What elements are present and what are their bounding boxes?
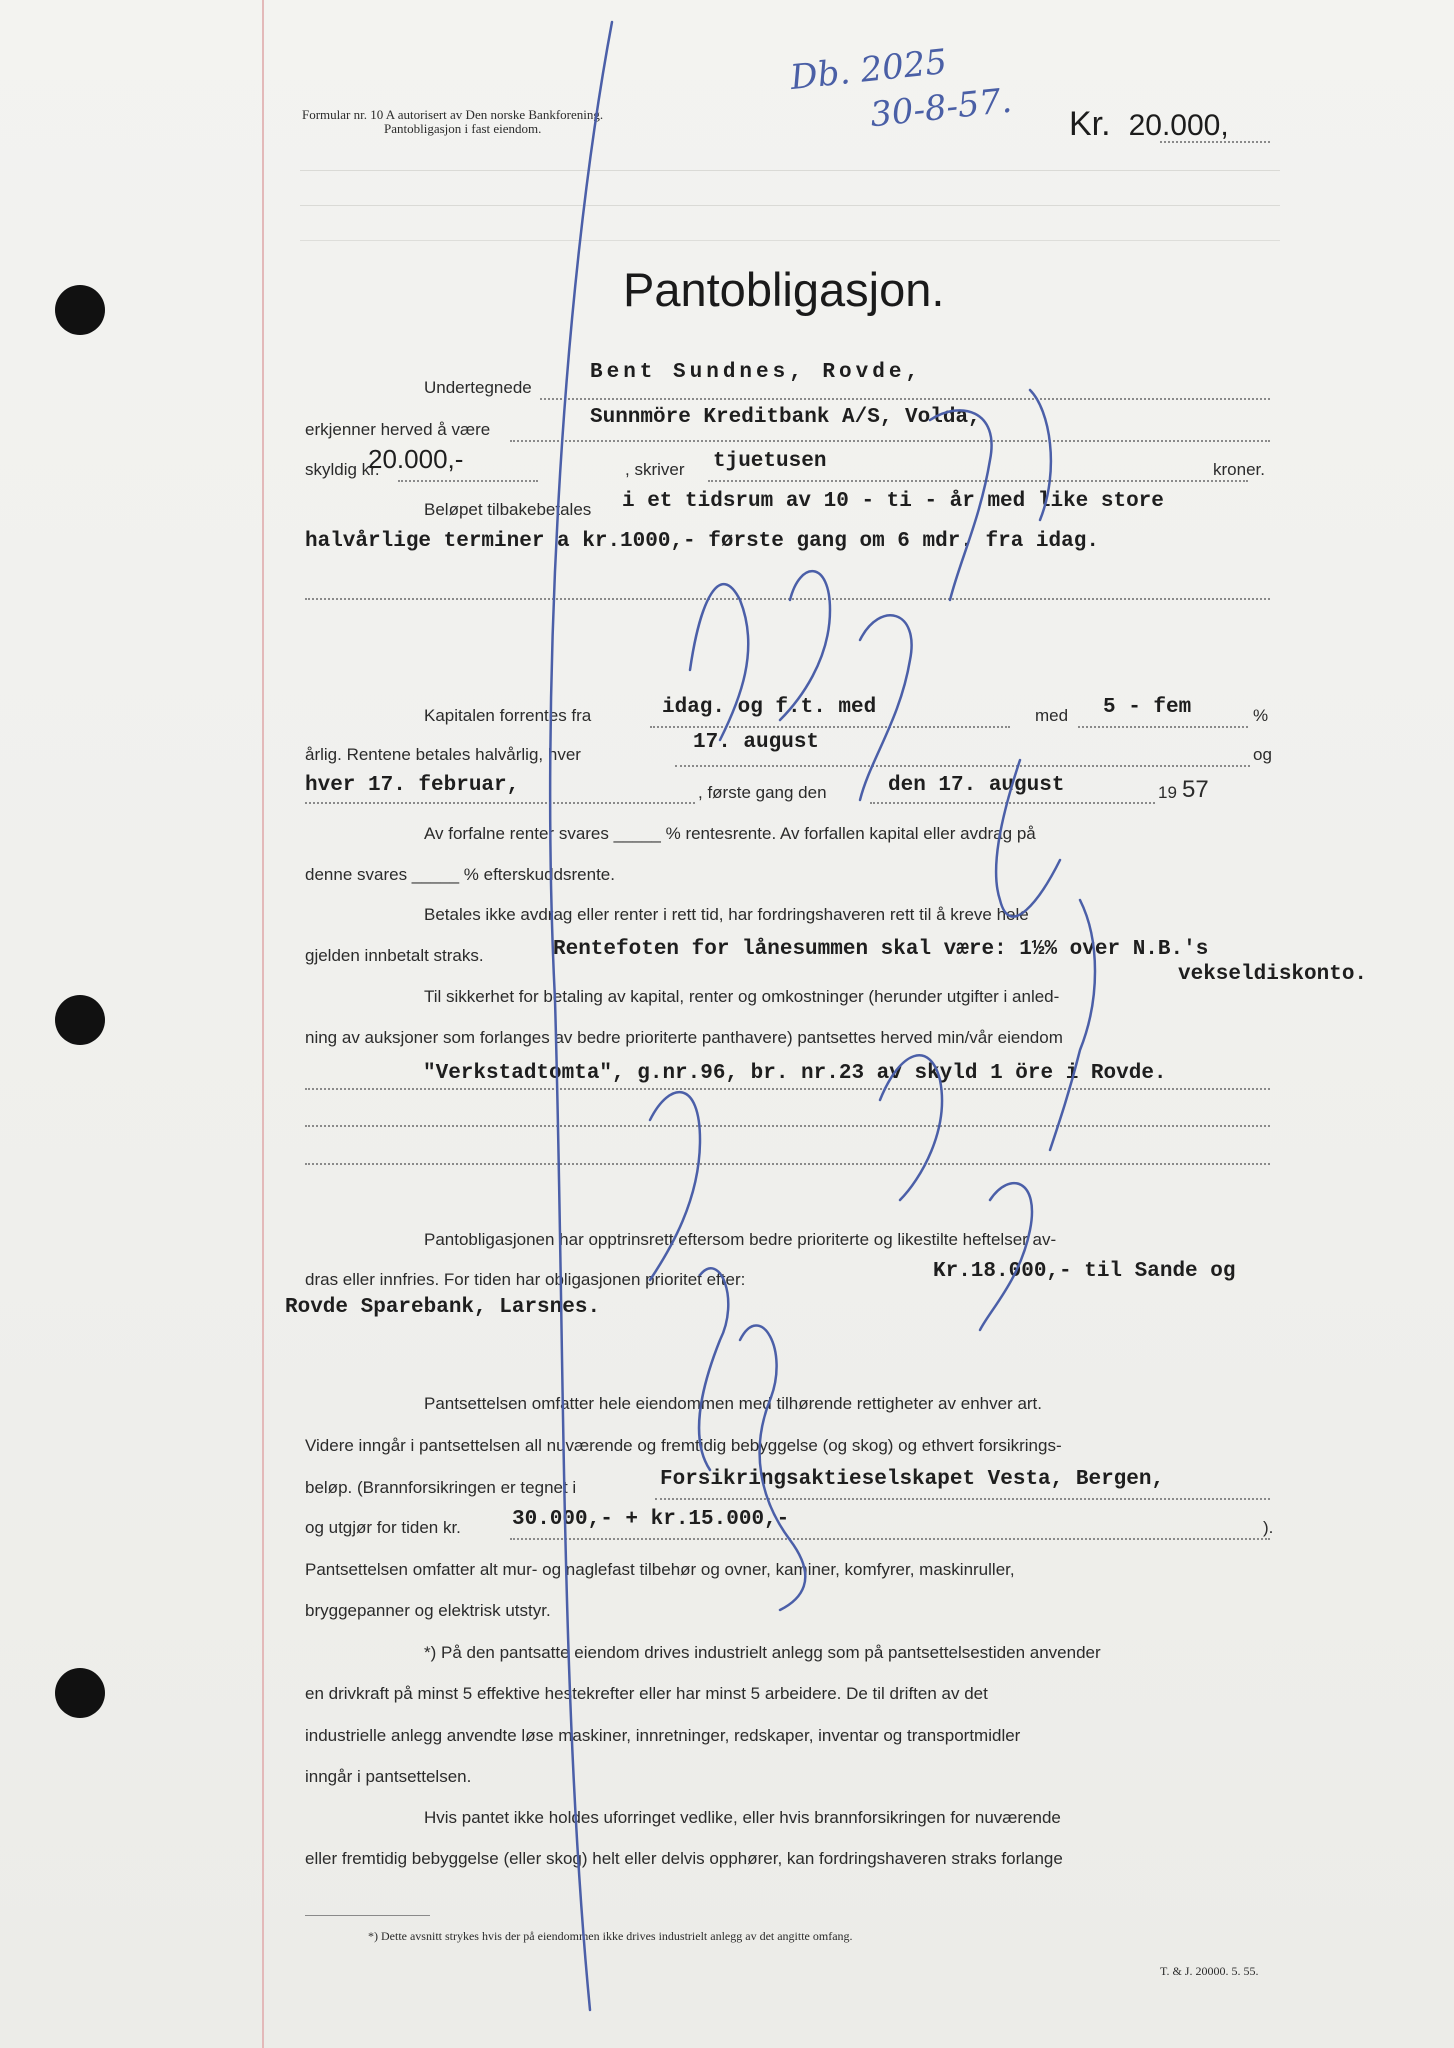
field-line — [305, 802, 695, 804]
field-line — [510, 1538, 1270, 1540]
field-line — [1078, 726, 1248, 728]
arlig-label: årlig. Rentene betales halvårlig, hver — [305, 745, 581, 764]
industrial-text-4: inngår i pantsettelsen. — [305, 1767, 472, 1786]
coverage-text-6: bryggepanner og elektrisk utstyr. — [305, 1601, 551, 1620]
amount-box — [1069, 105, 1229, 144]
repayment-terms-1: i et tidsrum av 10 - ti - år med like store — [622, 490, 1164, 513]
interest-rate: 5 - fem — [1103, 696, 1192, 719]
skyldig-label: skyldig kr. — [305, 460, 380, 479]
footnote: *) Dette avsnitt strykes hvis der på eiendommen ikke drives industrielt anlegg av det angitte omfang. — [368, 1929, 853, 1943]
amount-words: tjuetusen — [713, 450, 827, 473]
skriver-label: , skriver — [625, 460, 685, 479]
amount-value: 20.000, — [1128, 109, 1229, 142]
priority-text-1: Pantobligasjonen har opptrinsrett eftersom bedre prioriterte og likestilte heftelser av- — [424, 1230, 1057, 1249]
punch-hole — [55, 285, 105, 335]
med-label: med — [1035, 706, 1069, 725]
punch-hole — [55, 1668, 105, 1718]
form-reference: Formular nr. 10 A autorisert av Den norske Bankforening. — [302, 107, 604, 122]
form-subtitle: Pantobligasjon i fast eiendom. — [384, 121, 542, 136]
insurance-amount: 30.000,- + kr.15.000,- — [512, 1508, 790, 1531]
forste-label: , første gang den — [698, 783, 827, 802]
sikkerhet-text-1: Til sikkerhet for betaling av kapital, renter og omkostninger (herunder utgifter i anled- — [424, 987, 1060, 1006]
efterskudd-text: denne svares _____ % efterskuddsrente. — [305, 865, 615, 884]
interest-date-2: hver 17. februar, — [305, 774, 520, 797]
coverage-text-1: Pantsettelsen omfatter hele eiendommen med tilhørende rettigheter av enhver art. — [424, 1394, 1043, 1413]
industrial-text-3: industrielle anlegg anvendte løse maskiner, innretninger, redskaper, inventar og transportmidler — [305, 1726, 1021, 1745]
kapitalen-label: Kapitalen forrentes fra — [424, 706, 592, 725]
percent-sign: % — [1253, 706, 1269, 725]
industrial-text-1: *) På den pantsatte eiendom drives industrielt anlegg som på pantsettelsestiden anvender — [424, 1643, 1101, 1662]
debt-amount: 20.000,- — [368, 444, 464, 474]
field-line — [305, 598, 1270, 600]
industrial-text-2: en drivkraft på minst 5 effektive hestekrefter eller har minst 5 arbeidere. De til driften av det — [305, 1684, 988, 1703]
rentesrente-text: Av forfalne renter svares _____ % rentesrente. Av forfallen kapital eller avdrag på — [424, 824, 1036, 843]
field-line — [708, 480, 1248, 482]
coverage-text-2: Videre inngår i pantsettelsen all nuværende og fremtidig bebyggelse (og skog) og ethvert forsikrings- — [305, 1436, 1062, 1455]
field-line — [540, 398, 1270, 400]
interest-start: idag. og f.t. med — [662, 696, 877, 719]
amount-prefix: Kr. — [1069, 105, 1111, 143]
amount-underline — [1160, 141, 1270, 143]
maintenance-text-2: eller fremtidig bebyggelse (eller skog) helt eller delvis opphører, kan fordringshaveren straks forlange — [305, 1849, 1063, 1868]
field-line — [305, 1163, 1270, 1165]
insurance-amount-label: og utgjør for tiden kr. — [305, 1518, 461, 1537]
field-line — [305, 1088, 1270, 1090]
stamp-date: 30-8-57. — [868, 80, 1014, 136]
interest-clause: Rentefoten for lånesummen skal være: 1½% over N.B.'s — [553, 938, 1209, 961]
field-line — [305, 1125, 1270, 1127]
debtor-name: Bent Sundnes, Rovde, — [590, 361, 923, 384]
first-payment-date: den 17. august — [888, 774, 1065, 797]
kroner-label: kroner. — [1213, 460, 1265, 479]
field-line — [650, 726, 1010, 728]
interest-date-1: 17. august — [693, 731, 820, 754]
field-line — [655, 1498, 1270, 1500]
paren-close: ). — [1263, 1518, 1274, 1537]
priority-label: dras eller innfries. For tiden har obligasjonen prioritet efter: — [305, 1270, 746, 1289]
gjelden-label: gjelden innbetalt straks. — [305, 946, 484, 965]
property-description: "Verkstadtomta", g.nr.96, br. nr.23 av skyld 1 öre i Rovde. — [423, 1062, 1167, 1085]
maintenance-text-1: Hvis pantet ikke holdes uforringet vedlike, eller hvis brannforsikringen for nuværende — [424, 1808, 1061, 1827]
field-line — [510, 440, 1270, 442]
footnote-rule — [305, 1915, 430, 1916]
erkjenner-label: erkjenner herved å være — [305, 420, 491, 439]
year-value: 57 — [1182, 776, 1209, 803]
coverage-text-5: Pantsettelsen omfatter alt mur- og naglefast tilbehør og ovner, kaminer, komfyrer, maskinruller, — [305, 1560, 1015, 1579]
betales-text: Betales ikke avdrag eller renter i rett tid, har fordringshaveren rett til å kreve hele — [424, 905, 1029, 924]
field-line — [675, 765, 1250, 767]
page-title: Pantobligasjon. — [623, 263, 945, 316]
prior-lien-holder: Rovde Sparebank, Larsnes. — [285, 1296, 601, 1319]
insurance-company: Forsikringsaktieselskapet Vesta, Bergen, — [660, 1468, 1165, 1491]
belopet-label: Beløpet tilbakebetales — [424, 500, 592, 519]
sikkerhet-text-2: ning av auksjoner som forlanges av bedre prioriterte panthavere) pantsettes herved min/vår eiendom — [305, 1028, 1063, 1047]
field-line — [870, 802, 1155, 804]
interest-clause-2: vekseldiskonto. — [1178, 963, 1368, 986]
margin-rule — [262, 0, 264, 2048]
year-prefix: 19 — [1158, 783, 1177, 802]
field-line — [398, 480, 538, 482]
repayment-terms-2: halvårlige terminer a kr.1000,- første gang om 6 mdr. fra idag. — [305, 530, 1099, 553]
prior-lien: Kr.18.000,- til Sande og — [933, 1260, 1236, 1283]
undertegnede-label: Undertegnede — [424, 378, 532, 397]
creditor-name: Sunnmöre Kreditbank A/S, Volda, — [590, 406, 981, 429]
insurance-label: beløp. (Brannforsikringen er tegnet i — [305, 1478, 577, 1497]
og-label: og — [1253, 745, 1272, 764]
stamp-number: Db. 2025 — [788, 41, 949, 99]
punch-hole — [55, 995, 105, 1045]
printer-mark: T. & J. 20000. 5. 55. — [1160, 1964, 1259, 1978]
